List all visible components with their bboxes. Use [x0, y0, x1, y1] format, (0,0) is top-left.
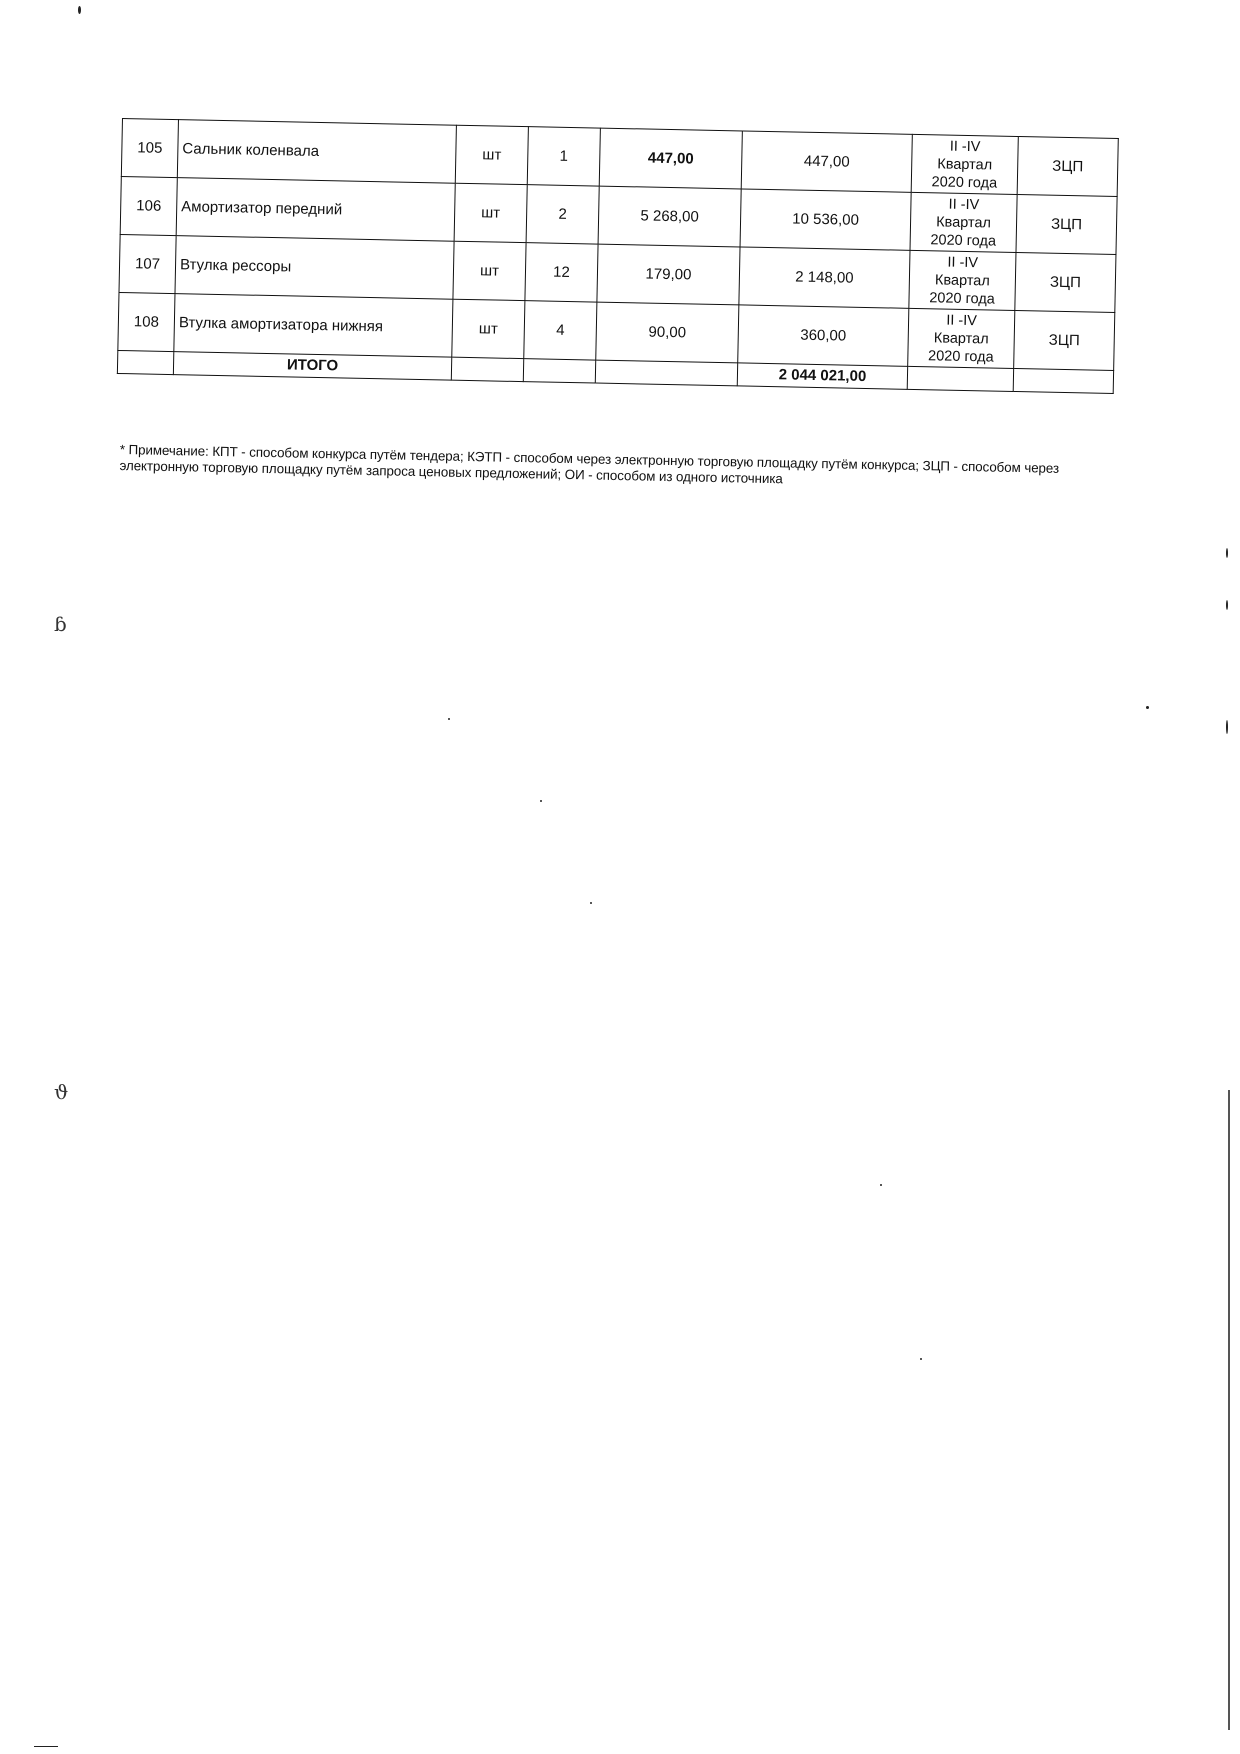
price-cell: 5 268,00: [598, 186, 741, 247]
quantity-cell: 1: [527, 127, 600, 186]
scan-speck: [1226, 548, 1228, 558]
sum-cell: 10 536,00: [740, 189, 911, 250]
total-label: ИТОГО: [173, 352, 451, 381]
scan-speck: [590, 902, 592, 904]
table-body: [117, 119, 1118, 394]
empty-cell: [523, 359, 595, 383]
quantity-cell: 2: [526, 185, 599, 244]
sum-cell: 2 148,00: [739, 247, 910, 308]
period-line: 2020 года: [929, 289, 995, 308]
empty-cell: [451, 357, 523, 381]
period-line: II -IV: [946, 312, 978, 329]
row-number: 108: [118, 292, 175, 351]
row-number: 105: [121, 119, 178, 178]
unit-cell: шт: [453, 241, 526, 300]
sum-cell: 447,00: [741, 131, 912, 192]
scan-speck: [78, 6, 81, 14]
period-cell: [910, 192, 1017, 252]
empty-cell: [907, 366, 1013, 391]
sum-cell: 360,00: [738, 305, 909, 366]
unit-cell: шт: [455, 125, 528, 184]
period-line: 2020 года: [927, 347, 994, 366]
method-cell: ЗЦП: [1014, 310, 1115, 370]
total-sum: 2 044 021,00: [737, 363, 907, 389]
period-line: Квартал: [933, 329, 989, 347]
item-name: Втулка амортизатора нижняя: [174, 294, 453, 358]
period-cell: [909, 250, 1016, 310]
margin-scribble: ϑ: [54, 1080, 69, 1104]
scan-speck: [540, 800, 542, 802]
row-number: 107: [119, 234, 176, 293]
method-cell: ЗЦП: [1017, 136, 1118, 196]
period-cell: [908, 308, 1015, 368]
procurement-table-wrapper: [117, 118, 1118, 394]
scan-speck: [880, 1184, 882, 1186]
unit-cell: шт: [452, 299, 525, 358]
quantity-cell: 4: [524, 301, 597, 360]
item-name: Втулка рессоры: [175, 236, 454, 300]
period-line: II -IV: [948, 196, 980, 213]
empty-cell: [1013, 368, 1113, 393]
scan-speck: [1226, 600, 1228, 610]
scan-edge-line: [1228, 1090, 1230, 1730]
method-cell: ЗЦП: [1015, 252, 1116, 312]
scan-speck: [1226, 720, 1228, 734]
period-line: Квартал: [934, 271, 990, 289]
price-cell: 90,00: [596, 302, 739, 363]
price-cell: 179,00: [597, 244, 740, 305]
period-cell: [911, 134, 1018, 194]
period-line: II -IV: [949, 138, 981, 155]
price-cell: 447,00: [599, 128, 742, 189]
period-line: Квартал: [937, 155, 993, 173]
footnote: * Примечание: КПТ - способом конкурса путём тендера; КЭТП - способом через электронную торговую площадку путём конкурса; ЗЦП - способом через электронную торговую площадку путём запроса ценовых предложений; ОИ - способом из одного источника: [119, 442, 1060, 487]
scan-speck: [1146, 706, 1149, 709]
scan-speck: [920, 1358, 922, 1360]
scan-speck: [34, 1746, 58, 1747]
period-line: II -IV: [947, 254, 979, 271]
period-line: 2020 года: [931, 173, 998, 192]
period-line: 2020 года: [930, 231, 997, 250]
method-cell: ЗЦП: [1016, 194, 1117, 254]
quantity-cell: 12: [525, 243, 598, 302]
empty-cell: [117, 350, 173, 374]
row-number: 106: [120, 176, 177, 235]
procurement-table: [117, 118, 1119, 394]
period-line: Квартал: [936, 213, 992, 231]
empty-cell: [595, 360, 737, 386]
margin-scribble: ɓ: [54, 612, 67, 636]
item-name: Амортизатор передний: [176, 178, 455, 242]
scan-speck: [448, 718, 450, 720]
item-name: Сальник коленвала: [177, 120, 456, 184]
unit-cell: шт: [454, 183, 527, 242]
